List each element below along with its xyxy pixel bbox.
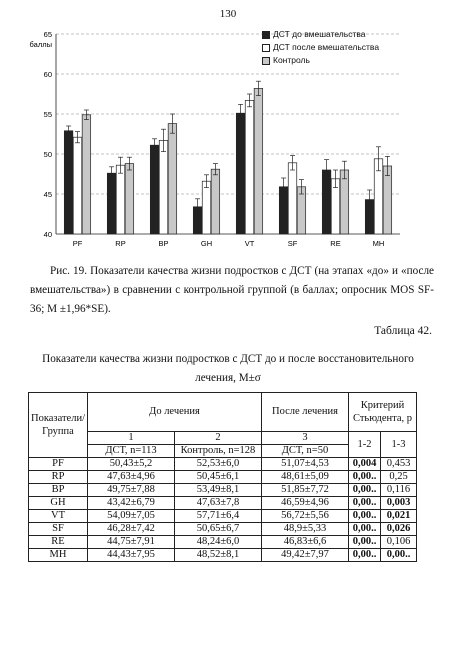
row-name: RP [29,471,88,484]
bar-VT-series-2 [245,100,254,234]
y-tick-label: 45 [43,190,52,199]
cell-p13: 0,00.. [381,549,417,562]
bar-PF-series-1 [64,131,73,234]
bar-MH-series-3 [383,166,392,234]
legend-item-before [262,28,379,41]
cell-before-dst: 43,42±6,79 [88,497,175,510]
header-before: До лечения [88,393,262,432]
y-tick-label: 60 [43,70,52,79]
cell-p12: 0,004 [349,458,381,471]
table-title-line2: лечения, M±σ [195,372,261,384]
bar-GH-series-2 [202,181,211,234]
cell-p13: 0,003 [381,497,417,510]
cell-after-dst: 56,72±5,56 [262,510,349,523]
x-tick-label: BP [158,239,169,248]
x-tick-label: MH [372,239,385,248]
cell-p13: 0,021 [381,510,417,523]
header-group: Показатели/ Группа [29,393,88,458]
table-row [29,497,417,510]
table-label: Таблица 42. [374,325,432,337]
cell-p12: 0,00.. [349,523,381,536]
x-tick-label: SF [287,239,298,248]
x-tick-label: PF [72,239,83,248]
header-group-1: ДСТ, n=113 [88,445,175,458]
row-name: VT [29,510,88,523]
row-name: RE [29,536,88,549]
cell-after-dst: 51,85±7,72 [262,484,349,497]
legend-swatch-before [262,31,270,39]
table-row [29,458,417,471]
row-name: PF [29,458,88,471]
bar-RE-series-3 [340,170,349,234]
cell-p12: 0,00.. [349,536,381,549]
table-header-row [29,393,417,432]
header-p12: 1-2 [349,432,381,458]
header-p13: 1-3 [381,432,417,458]
bar-VT-series-1 [236,113,245,234]
page-number: 130 [219,8,237,20]
legend-swatch-control [262,57,270,65]
legend-item-control [262,54,379,67]
cell-p13: 0,116 [381,484,417,497]
header-group-3: ДСТ, n=50 [262,445,349,458]
cell-before-dst: 50,43±5,2 [88,458,175,471]
legend-label-control: Контроль [273,55,310,65]
table-title [20,350,436,388]
header-after: После лечения [262,393,349,432]
row-name: GH [29,497,88,510]
cell-before-dst: 46,28±7,42 [88,523,175,536]
table-row [29,510,417,523]
bar-BP-series-3 [168,124,177,234]
row-name: BP [29,484,88,497]
legend-label-before: ДСТ до вмешательства [273,29,366,39]
cell-before-dst: 44,75±7,91 [88,536,175,549]
bar-RP-series-1 [107,173,116,234]
y-axis-label: баллы [29,40,52,49]
cell-after-dst: 46,59±4,96 [262,497,349,510]
cell-control: 52,53±6,0 [175,458,262,471]
cell-after-dst: 51,07±4,53 [262,458,349,471]
cell-control: 50,65±6,7 [175,523,262,536]
cell-p12: 0,00.. [349,484,381,497]
cell-before-dst: 54,09±7,05 [88,510,175,523]
bar-PF-series-2 [73,137,82,234]
cell-p12: 0,00.. [349,497,381,510]
y-tick-label: 65 [43,30,52,39]
cell-after-dst: 48,61±5,09 [262,471,349,484]
bar-PF-series-3 [82,115,91,234]
cell-control: 53,49±8,1 [175,484,262,497]
table-row [29,471,417,484]
cell-after-dst: 46,83±6,6 [262,536,349,549]
header-num-1: 1 [88,432,175,445]
table-number-row [29,432,417,445]
table-row [29,536,417,549]
cell-after-dst: 49,42±7,97 [262,549,349,562]
x-tick-label: RP [115,239,126,248]
legend-swatch-after [262,44,270,52]
cell-p12: 0,00.. [349,510,381,523]
y-tick-label: 50 [43,150,52,159]
row-name: MH [29,549,88,562]
cell-p12: 0,00.. [349,549,381,562]
table-body [29,458,417,562]
legend-item-after [262,41,379,54]
x-tick-label: GH [200,239,213,248]
row-name: SF [29,523,88,536]
bar-RP-series-3 [125,164,134,234]
header-group-2: Контроль, n=128 [175,445,262,458]
cell-p13: 0,026 [381,523,417,536]
table-title-line1: Показатели качества жизни подростков с ДСТ до и после восстановительного [42,353,414,365]
chart-legend [262,28,379,67]
cell-p13: 0,453 [381,458,417,471]
header-num-3: 3 [262,432,349,445]
bar-SF-series-2 [288,163,297,234]
cell-control: 47,63±7,8 [175,497,262,510]
cell-p13: 0,106 [381,536,417,549]
bar-RP-series-2 [116,165,125,234]
bar-BP-series-1 [150,145,159,234]
y-tick-label: 40 [43,230,52,239]
figure-caption: Рис. 19. Показатели качества жизни подростков с ДСТ (на этапах «до» и «после вмешательства») в сравнении с контрольной группой (в баллах; опросник MOS SF-36; M ±1,96*SE). [30,265,434,315]
cell-before-dst: 47,63±4,96 [88,471,175,484]
cell-before-dst: 44,43±7,95 [88,549,175,562]
results-table [28,392,417,562]
cell-before-dst: 49,75±7,88 [88,484,175,497]
x-tick-label: RE [330,239,341,248]
bar-GH-series-3 [211,169,220,234]
cell-after-dst: 48,9±5,33 [262,523,349,536]
header-test: Критерий Стьюдента, p [349,393,417,432]
legend-label-after: ДСТ после вмешательства [273,42,380,52]
cell-control: 57,71±6,4 [175,510,262,523]
cell-control: 48,24±6,0 [175,536,262,549]
cell-p13: 0,25 [381,471,417,484]
table-row [29,549,417,562]
cell-p12: 0,00.. [349,471,381,484]
x-tick-label: VT [244,239,255,248]
y-tick-label: 55 [43,110,52,119]
cell-control: 48,52±8,1 [175,549,262,562]
header-num-2: 2 [175,432,262,445]
cell-control: 50,45±6,1 [175,471,262,484]
bar-VT-series-3 [254,88,262,234]
bar-BP-series-2 [159,140,168,234]
table-row [29,484,417,497]
table-row [29,523,417,536]
